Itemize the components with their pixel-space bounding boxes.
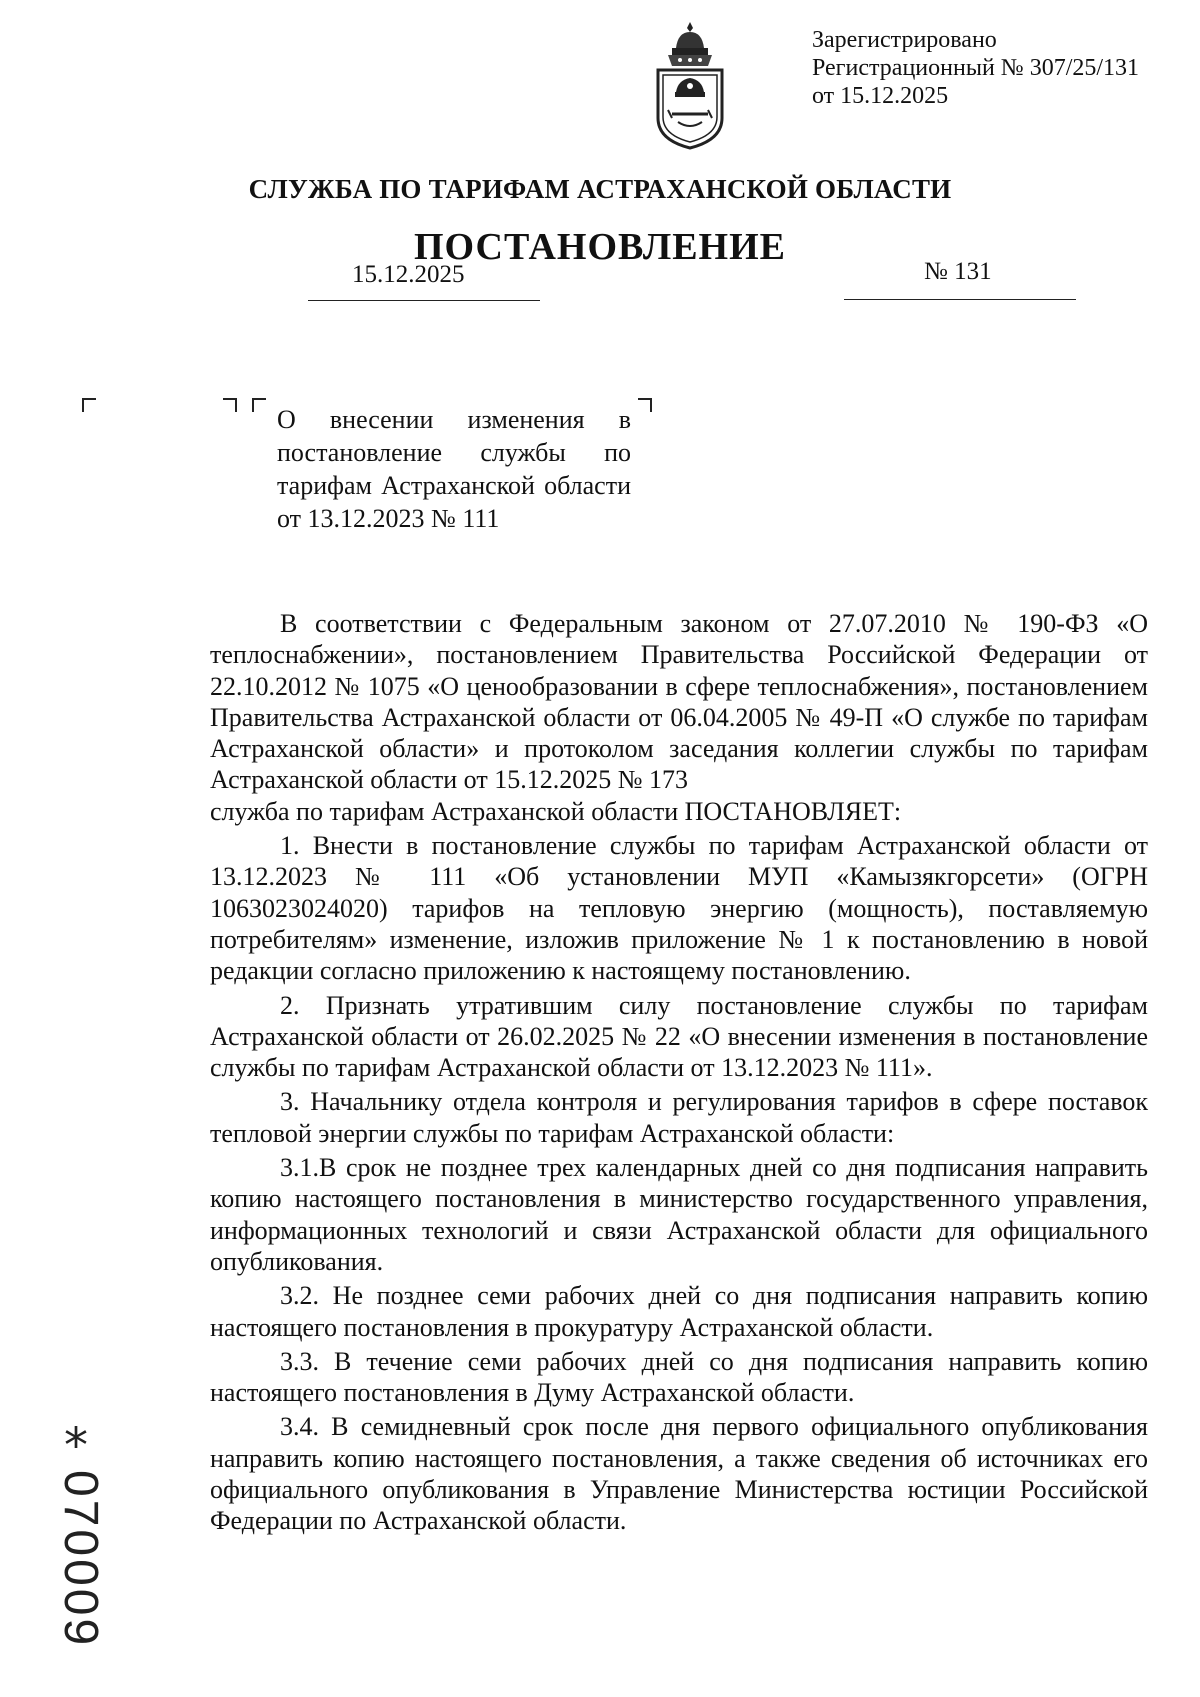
bracket-corner-subject-end bbox=[638, 398, 652, 412]
preamble-paragraph: В соответствии с Федеральным законом от 27.07.2010 № 190-ФЗ «О теплоснабжении», постановлением Правительства Российской Федерации от 22.10.2012 № 1075 «О ценообразовании в сфере теплоснабжения», постановлением Правительства Астраханской области от 06.04.2005 № 49-П «О службе по тарифам Астраханской области» и протоколом заседания коллегии службы по тарифам Астраханской области от 15.12.2025 № 173 bbox=[210, 609, 1148, 795]
clause-2: 2. Признать утратившим силу постановление службы по тарифам Астраханской области от 26.02.2025 № 22 «О внесении изменения в постановление службы по тарифам Астраханской области от 13.12.2023 № 111». bbox=[210, 990, 1148, 1083]
registration-number: Регистрационный № 307/25/131 bbox=[812, 55, 1140, 81]
clause-1: 1. Внести в постановление службы по тарифам Астраханской области от 13.12.2023 № 111 «Об установлении МУП «Камызякгорсети» (ОГРН 1063023024020) тарифов на тепловую энергию (мощность), поставляемую потребителям» изменение, изложив приложение № 1 к постановлению в новой редакции согласно приложению к настоящему постановлению. bbox=[210, 831, 1148, 986]
margin-asterisk: * bbox=[64, 1418, 88, 1474]
clause-3-3: 3.3. В течение семи рабочих дней со дня подписания направить копию настоящего постановления в Думу Астраханской области. bbox=[210, 1346, 1148, 1408]
document-number: № 131 bbox=[924, 258, 992, 285]
clause-3-4: 3.4. В семидневный срок после дня первого официального опубликования направить копию настоящего постановления, а также сведения об источниках его официального опубликования в Управление Министерства юстиции Российской Федерации по Астраханской области. bbox=[210, 1412, 1148, 1536]
document-type-title: ПОСТАНОВЛЕНИЕ bbox=[413, 226, 787, 268]
document-subject: О внесении изменения в постановление службы по тарифам Астраханской области от 13.12.2023 № 111 bbox=[277, 405, 631, 533]
registration-date: от 15.12.2025 bbox=[812, 83, 949, 109]
bracket-corner-left bbox=[82, 398, 96, 412]
clause-3-1: 3.1.В срок не позднее трех календарных дней со дня подписания направить копию настоящего постановления в министерство государственного управления, информационных технологий и связи Астраханской области для официального опубликования. bbox=[210, 1153, 1148, 1276]
preamble-resolution-line: служба по тарифам Астраханской области ПОСТАНОВЛЯЕТ: bbox=[210, 796, 902, 826]
registration-stamp bbox=[812, 26, 1139, 110]
number-underline bbox=[844, 299, 1076, 300]
document-body bbox=[210, 608, 1148, 1540]
agency-name: СЛУЖБА ПО ТАРИФАМ АСТРАХАНСКОЙ ОБЛАСТИ bbox=[248, 174, 952, 204]
registration-title: Зарегистрировано bbox=[812, 27, 997, 53]
bracket-corner-subject-start bbox=[252, 398, 266, 412]
margin-serial-code: 070009 bbox=[54, 1470, 107, 1649]
document-date: 15.12.2025 bbox=[352, 261, 465, 288]
bracket-corner-left-end bbox=[223, 398, 237, 412]
astrakhan-coat-of-arms-icon bbox=[650, 18, 730, 153]
clause-3-2: 3.2. Не позднее семи рабочих дней со дня подписания направить копию настоящего постановления в прокуратуру Астраханской области. bbox=[210, 1281, 1148, 1342]
clause-3: 3. Начальнику отдела контроля и регулирования тарифов в сфере поставок тепловой энергии службы по тарифам Астраханской области: bbox=[210, 1087, 1148, 1148]
date-underline bbox=[308, 300, 540, 301]
